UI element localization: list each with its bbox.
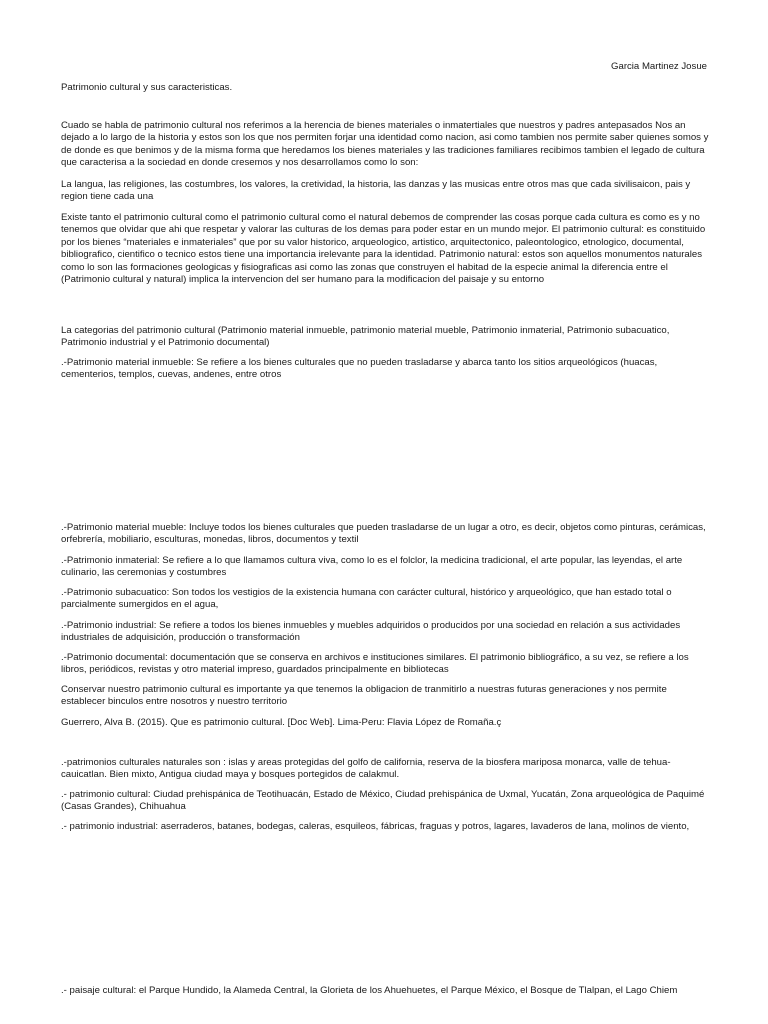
paragraph-conservation: Conservar nuestro patrimonio cultural es importante ya que tenemos la obligacion de tranmitirlo a nuestras futuras generaciones y nos permite establecer binculos entre nosotros y nuestro territorio <box>61 684 667 708</box>
paragraph-cultural-natural-heritage: Existe tanto el patrimonio cultural como el patrimonio cultural como el natural debemos de comprender las cosas porque cada cultura es como es y no tenemos que olvidar que ahi que respetar y valorar las culturas de los demas para poder estar en un mundo mejor. El patrimonio cultural: es constituido por los bienes “materiales e inmateriales” que por su valor historico, arqueologico, artistico, arquitectonico, paleontologico, etnologico, documental, bibliografico, cientifico o tecnico estos tiene una importancia irelevante para la identidad. Patrimonio natural: estos son aquellos monumentos naturales como lo son las formaciones geologicas y fisiograficas asi como las zonas que construyen el habitad de la especie animal la diferencia entre el (Patrimonio cultural y natural) implica la intervencion del ser humano para la modificacion del paisaje y su entorno <box>61 212 706 286</box>
paragraph-documentary-heritage: .-Patrimonio documental: documentación que se conserva en archivos e instituciones similares. El patrimonio bibliográfico, a su vez, se refiere a los libros, periódicos, revistas y otro material impreso, guardados principalmente en bibliotecas <box>61 652 689 676</box>
paragraph-cultural-heritage-examples: .- patrimonio cultural: Ciudad prehispánica de Teotihuacán, Estado de México, Ciudad prehispánica de Uxmal, Yucatán, Zona arqueológica de Paquimé (Casas Grandes), Chihuahua <box>61 789 705 813</box>
paragraph-underwater-heritage: .-Patrimonio subacuatico: Son todos los vestigios de la existencia humana con carácter cultural, histórico y arqueológico, que han estado total o parcialmente sumergidos en el agua, <box>61 587 672 611</box>
paragraph-heritage-categories: La categorias del patrimonio cultural (Patrimonio material inmueble, patrimonio material mueble, Patrimonio inmaterial, Patrimonio subacuatico, Patrimonio industrial y el Patrimonio documental) <box>61 325 670 349</box>
paragraph-cultural-landscape-examples: .- paisaje cultural: el Parque Hundido, la Alameda Central, la Glorieta de los Ahuehuetes, el Parque México, el Bosque de Tlalpan, el Lago Chiem <box>61 985 678 996</box>
author-name: Garcia Martinez Josue <box>611 61 707 72</box>
reference-citation: Guerrero, Alva B. (2015). Que es patrimonio cultural. [Doc Web]. Lima-Peru: Flavia López de Romaña.ç <box>61 717 502 728</box>
paragraph-immovable-heritage: .-Patrimonio material inmueble: Se refiere a los bienes culturales que no pueden trasladarse y abarca tanto los sitios arqueológicos (huacas, cementerios, templos, cuevas, andenes, entre otros <box>61 357 658 381</box>
paragraph-cultural-elements: La langua, las religiones, las costumbres, los valores, la cretividad, la historia, las danzas y las musicas entre otros mas que cada sivilisaicon, pais y region tiene cada una <box>61 179 691 203</box>
paragraph-movable-heritage: .-Patrimonio material mueble: Incluye todos los bienes culturales que pueden trasladarse de un lugar a otro, es decir, objetos como pinturas, cerámicas, orfebrería, mobiliario, esculturas, monedas, libros, documentos y textil <box>61 522 706 546</box>
paragraph-natural-heritage-examples: .-patrimonios culturales naturales son : islas y areas protegidas del golfo de california, reserva de la biosfera mariposa monarca, valle de tehua-cauicatlan. Bien mixto, Antigua ciudad maya y bosques portegidos de calakmul. <box>61 757 671 781</box>
paragraph-industrial-heritage: .-Patrimonio industrial: Se refiere a todos los bienes inmuebles y muebles adquiridos o producidos por una sociedad en relación a sus actividades industriales de adquisición, producción o transformación <box>61 620 681 644</box>
paragraph-industrial-heritage-examples: .- patrimonio industrial: aserraderos, batanes, bodegas, caleras, esquileos, fábricas, fraguas y potros, lagares, lavaderos de lana, molinos de viento, <box>61 821 690 832</box>
document-title: Patrimonio cultural y sus caracteristicas. <box>61 82 233 93</box>
paragraph-introduction: Cuado se habla de patrimonio cultural nos referimos a la herencia de bienes materiales o inmatertiales que nuestros y padres antepasados Nos an dejado a lo largo de la historia y estos son los que nos permiten forjar una identidad como nacion, asi como tambien nos permite saber quienes somos y de donde es que benimos y de la misma forma que heredamos los bienes materiales y las tradiciones familiares recibimos tambien el legado de cultura que caracterisa a la sociedad en donde cresemos y nos desarrollamos como lo son: <box>61 120 709 169</box>
paragraph-intangible-heritage: .-Patrimonio inmaterial: Se refiere a lo que llamamos cultura viva, como lo es el folclor, la medicina tradicional, el arte popular, las leyendas, el arte culinario, las ceremonias y costumbres <box>61 555 683 579</box>
